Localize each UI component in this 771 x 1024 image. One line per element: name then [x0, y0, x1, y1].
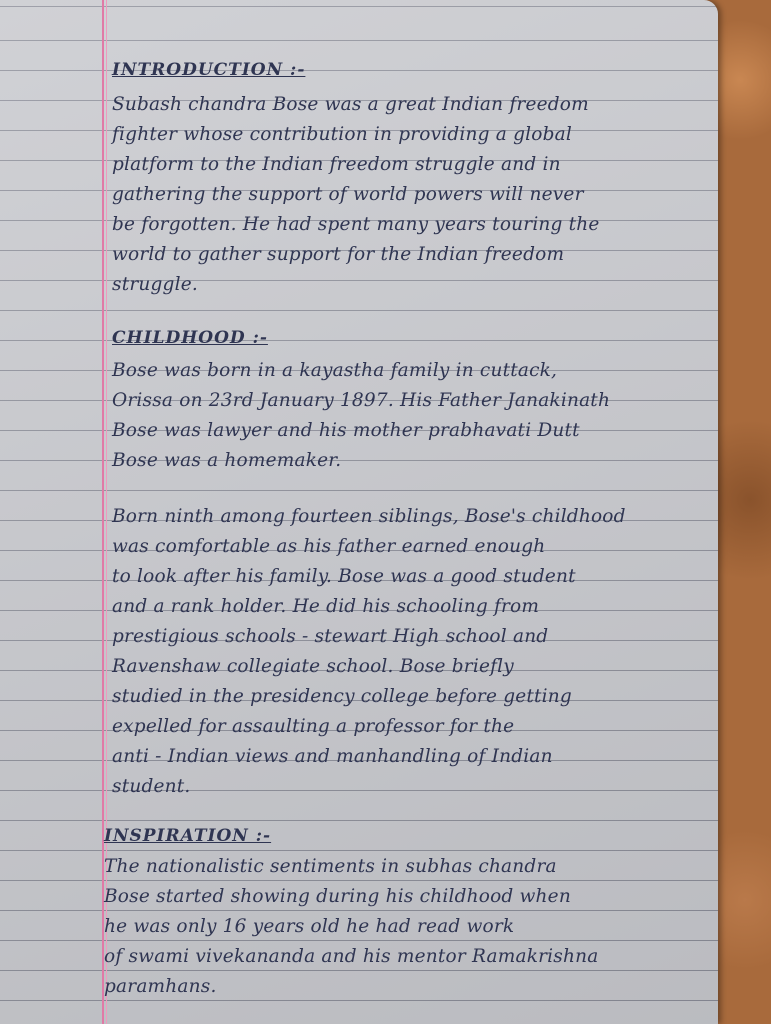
- paragraph-childhood-1: Bose was born in a kayastha family in cuttack, Orissa on 23rd January 1897. His Father Janakinath Bose was lawyer and his mother prabhavati Dutt Bose was a homemaker.: [112, 360, 611, 471]
- heading-childhood: CHILDHOOD :-: [112, 328, 268, 348]
- paragraph-childhood-2: Born ninth among fourteen siblings, Bose's childhood was comfortable as his father earned enough to look after his family. Bose was a good student and a rank holder. He did his schooling from prestigious schools - stewart High school and Ravenshaw collegiate school. Bose briefly studied in the presidency college before getting expelled for assaulting a professor for the anti - Indian views and manhandling of Indian student.: [112, 506, 626, 797]
- heading-introduction: INTRODUCTION :-: [112, 60, 306, 80]
- paragraph-inspiration: The nationalistic sentiments in subhas chandra Bose started showing during his childhood when he was only 16 years old he had read work of swami vivekananda and his mentor Ramakrishna paramhans.: [104, 856, 599, 997]
- heading-inspiration: INSPIRATION :-: [104, 826, 272, 846]
- paragraph-introduction: Subash chandra Bose was a great Indian freedom fighter whose contribution in providing a global platform to the Indian freedom struggle and in gathering the support of world powers will never be forgotten. He had spent many years touring the world to gather support for the Indian freedom struggle.: [112, 94, 600, 295]
